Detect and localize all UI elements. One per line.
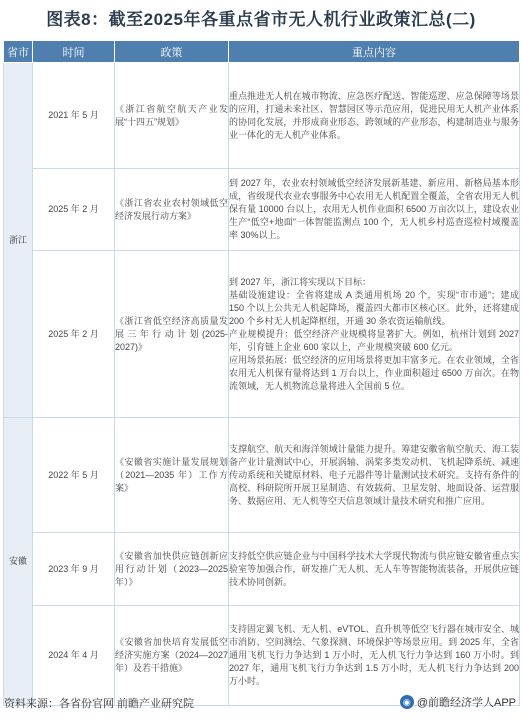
source-note: 资料来源：各省份官网 前瞻产业研究院 — [4, 698, 195, 710]
qianzhan-logo-icon: ◉ — [400, 695, 414, 709]
brand-credit — [400, 694, 516, 710]
content-cell: 支持固定翼飞机、无人机、eVTOL、直升机等低空飞行器在城市安全、城市消防、空间测绘、气象探测、环境保护等场景应用。到 2025 年，全省通用飞机飞行力争达到 1 万小时，无人机飞行力争达到 160 万小时。到 2027 年，通用飞机飞行力争达到 1.5 万小时，无人机飞行力争达到 200 万小时。 — [229, 606, 520, 706]
policy-cell: 《安徽省实施计量发展规划（2021—2035 年）工作方案》 — [115, 418, 229, 533]
province-cell-zhejiang: 浙江 — [4, 63, 33, 418]
content-line: 应用场景拓展：低空经济的应用场景将更加丰富多元。在农业领域，全省农用无人机保有量将达到 1 万台以上，作业面积超过 6500 万亩次。在物流领域，无人机物流总量将进入全国前 5 位。 — [229, 354, 519, 391]
time-cell: 2024 年 4 月 — [33, 606, 115, 706]
table-row — [4, 63, 520, 169]
policy-cell: 《浙江省低空经济高质量发展三年行动计划(2025-2027)》 — [115, 251, 229, 418]
content-line: 基础设施建设：全省将建成 A 类通用机场 20 个，实现“市市通”；建成 150 个以上公共无人机起降场，覆盖四大都市区核心区。此外，还将建成 200 个乡村无人机起降枢纽，开通 30 条农资运输航线。 — [229, 289, 519, 326]
province-cell-anhui: 安徽 — [4, 418, 33, 706]
content-cell: 支持低空供应链企业与中国科学技术大学现代物流与供应链安徽省重点实验室等加强合作，研发推广无人机、无人车等智能物流装备，开展供应链技术协同创新。 — [229, 533, 520, 606]
content-cell — [229, 251, 520, 418]
content-line: 到 2027 年，浙江将实现以下目标： — [229, 276, 372, 287]
content-cell: 到 2027 年，农业农村领域低空经济发展新基建、新应用、新格局基本形成，省级现代农业农事服务中心农用无人机配置全覆盖，全省农用无人机保有量 10000 台以上，农用无人机作业面积 6500 万亩次以上，建设农业生产“低空+地面”一体智能监测点 100 个，无人机乡村巡查巡检村域覆盖率 30%以上。 — [229, 169, 520, 251]
policy-cell: 《安徽省加快培育发展低空经济实施方案（2024—2027 年）及若干措施》 — [115, 606, 229, 706]
time-cell: 2023 年 9 月 — [33, 533, 115, 606]
time-cell: 2021 年 5 月 — [33, 63, 115, 169]
policy-table — [3, 40, 520, 706]
header-province: 省市 — [4, 41, 33, 63]
table-header-row — [4, 41, 520, 63]
footer — [0, 688, 522, 718]
table-row — [4, 418, 520, 533]
table-row — [4, 533, 520, 606]
header-content: 重点内容 — [229, 41, 520, 63]
brand-label: @前瞻经济学人APP — [416, 697, 516, 709]
time-cell: 2025 年 2 月 — [33, 251, 115, 418]
table-row — [4, 169, 520, 251]
content-line: 产业规模提升：低空经济产业规模将显著扩大。例如，杭州计划到 2027 年，引育链上企业 600 家以上，产业规模突破 600 亿元。 — [229, 328, 519, 352]
header-time: 时间 — [33, 41, 115, 63]
policy-cell: 《安徽省加快供应链创新应用行动计划（2023—2025 年）》 — [115, 533, 229, 606]
header-policy: 政策 — [115, 41, 229, 63]
chart-title: 图表8：截至2025年各重点省市无人机行业政策汇总(二) — [46, 10, 476, 29]
content-cell: 支撑航空、航天和海洋领域计量能力提升。筹建安徽省航空航天、海工装备产业计量测试中心，开展涡轴、涡桨多类发动机、飞机起降系统、减速传动系统和关键原材料、电子元器件等计量测试技术研究。支持有条件的高校、科研院所开展卫星制造、有效载荷、卫星发射、地面设备、运营服务、数据应用、无人机等空天信息领域计量技术研究和推广应用。 — [229, 418, 520, 533]
time-cell: 2022 年 5 月 — [33, 418, 115, 533]
content-cell: 重点推进无人机在城市物流、应急医疗配送、智能巡逻、应急保障等场景的应用，打通未来社区、智慧园区等示范应用，促进民用无人机产业体系的协同化发展，并形成商业形态、跨领域的产业形态，构建制造业与服务业一体化的无人机产业体系。 — [229, 63, 520, 169]
policy-cell: 《浙江省航空航天产业发展“十四五”规划》 — [115, 63, 229, 169]
time-cell: 2025 年 2 月 — [33, 169, 115, 251]
table-row — [4, 251, 520, 418]
policy-cell: 《浙江省农业农村领域低空经济发展行动方案》 — [115, 169, 229, 251]
